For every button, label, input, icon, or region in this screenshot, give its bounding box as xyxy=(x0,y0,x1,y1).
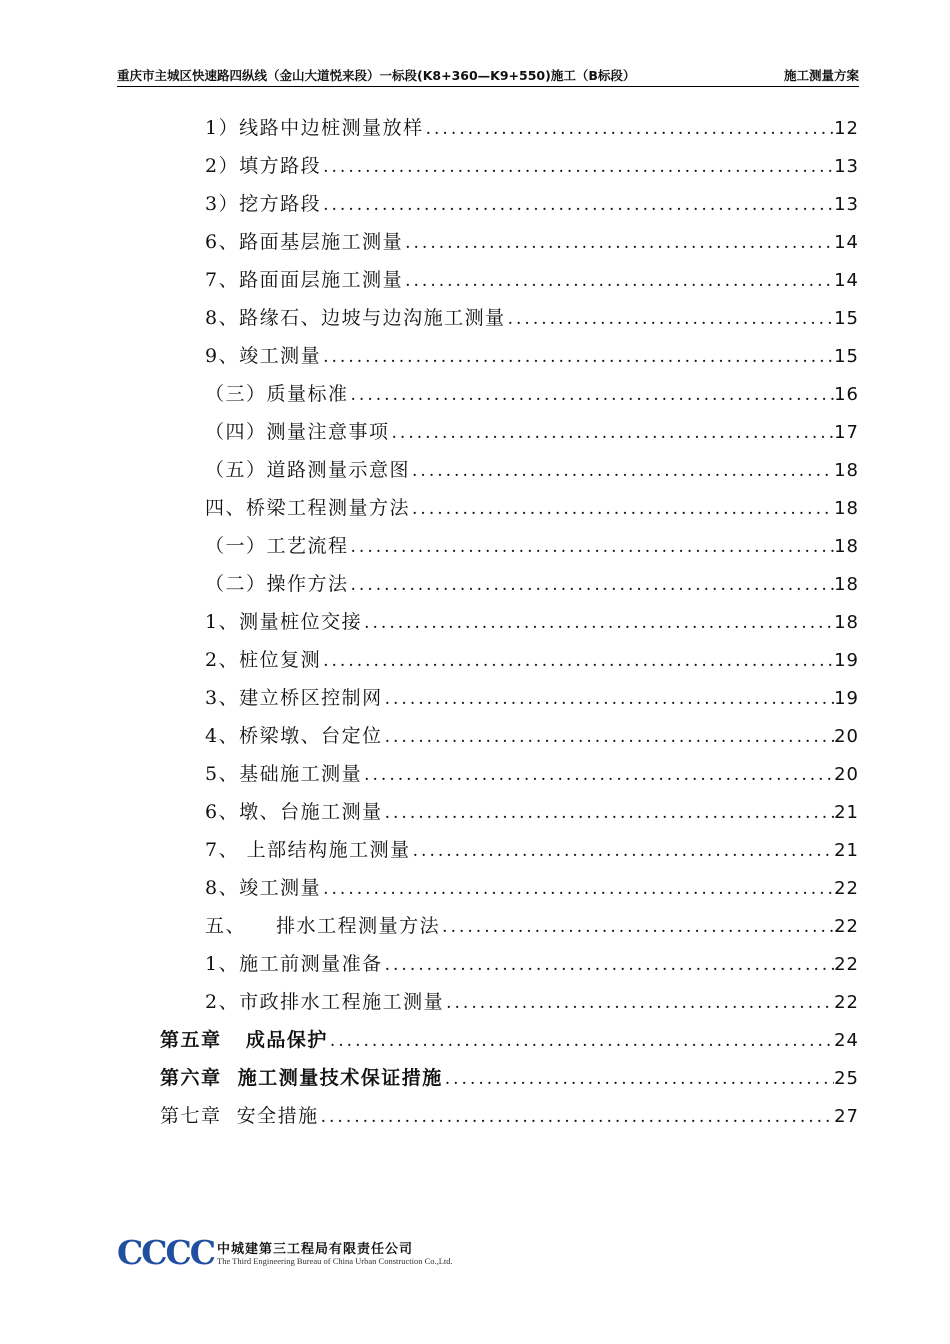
toc-leader-dots xyxy=(321,190,834,220)
toc-entry-label: 五、 排水工程测量方法 xyxy=(205,915,441,937)
toc-entry-page: 22 xyxy=(834,992,859,1013)
toc-entry[interactable] xyxy=(205,683,859,713)
toc-entry[interactable] xyxy=(205,151,859,181)
toc-entry-label: 1）线路中边桩测量放样 xyxy=(205,117,424,139)
toc-entry-page: 24 xyxy=(834,1030,859,1051)
toc-entry-page: 25 xyxy=(834,1068,859,1089)
toc-entry[interactable] xyxy=(205,759,859,789)
toc-entry-label: 7、 上部结构施工测量 xyxy=(205,839,411,861)
toc-entry-label: 四、桥梁工程测量方法 xyxy=(205,497,411,519)
toc-leader-dots xyxy=(362,608,834,638)
toc-entry-label: （二）操作方法 xyxy=(205,573,349,595)
toc-leader-dots xyxy=(403,228,834,258)
toc-entry-page: 21 xyxy=(834,802,859,823)
toc-entry-page: 22 xyxy=(834,916,859,937)
toc-entry-label: 3）挖方路段 xyxy=(205,193,322,215)
toc-entry[interactable] xyxy=(205,227,859,257)
toc-entry-label: （四）测量注意事项 xyxy=(205,421,390,443)
toc-leader-dots xyxy=(444,988,834,1018)
toc-leader-dots xyxy=(321,342,834,372)
toc-entry-page: 18 xyxy=(834,612,859,633)
toc-entry-page: 19 xyxy=(834,688,859,709)
toc-entry-page: 18 xyxy=(834,498,859,519)
toc-entry-label: 2、市政排水工程施工测量 xyxy=(205,991,445,1013)
toc-leader-dots xyxy=(383,798,835,828)
company-name-en: The Third Engineering Bureau of China Urban Construction Co.,Ltd. xyxy=(217,1256,453,1266)
toc-entry-label: 2、桩位复测 xyxy=(205,649,322,671)
toc-entry-label: 1、测量桩位交接 xyxy=(205,611,363,633)
toc-entry[interactable] xyxy=(205,949,859,979)
company-name-cn: 中城建第三工程局有限责任公司 xyxy=(217,1242,414,1257)
toc-entry-label: 8、竣工测量 xyxy=(205,877,322,899)
toc-entry[interactable] xyxy=(205,493,859,523)
cccc-logo-mark: CCCC xyxy=(117,1233,215,1272)
toc-entry[interactable] xyxy=(205,987,859,1017)
toc-entry[interactable] xyxy=(205,303,859,333)
toc-entry-page: 27 xyxy=(834,1106,859,1127)
toc-entry-page: 22 xyxy=(834,878,859,899)
toc-leader-dots xyxy=(383,722,835,752)
toc-leader-dots xyxy=(328,1026,834,1056)
toc-entry-page: 18 xyxy=(834,574,859,595)
toc-entry-page: 15 xyxy=(834,308,859,329)
toc-entry-label: 8、路缘石、边坡与边沟施工测量 xyxy=(205,307,506,329)
toc-entry[interactable] xyxy=(205,911,859,941)
toc-entry-label: 7、路面面层施工测量 xyxy=(205,269,404,291)
toc-entry-label: （三）质量标准 xyxy=(205,383,349,405)
toc-entry-label: 5、基础施工测量 xyxy=(205,763,363,785)
toc-leader-dots xyxy=(349,570,835,600)
toc-entry[interactable] xyxy=(205,189,859,219)
toc-leader-dots xyxy=(321,646,834,676)
toc-entry[interactable] xyxy=(205,531,859,561)
toc-entry-page: 20 xyxy=(834,764,859,785)
toc-entry[interactable] xyxy=(205,265,859,295)
toc-entry-page: 13 xyxy=(834,194,859,215)
toc-leader-dots xyxy=(410,456,834,486)
toc-leader-dots xyxy=(383,950,835,980)
toc-entry[interactable] xyxy=(205,835,859,865)
toc-entry[interactable] xyxy=(205,645,859,675)
toc-entry-page: 16 xyxy=(834,384,859,405)
toc-entry-label: 第五章 成品保护 xyxy=(160,1029,328,1051)
toc-entry-label: 6、路面基层施工测量 xyxy=(205,231,404,253)
toc-entry-label: 1、施工前测量准备 xyxy=(205,953,383,975)
toc-entry-page: 14 xyxy=(834,232,859,253)
toc-leader-dots xyxy=(349,532,835,562)
toc-entry-page: 22 xyxy=(834,954,859,975)
toc-leader-dots xyxy=(383,684,835,714)
toc-leader-dots xyxy=(443,1064,834,1094)
toc-entry-page: 20 xyxy=(834,726,859,747)
toc-leader-dots xyxy=(424,114,835,144)
header-project-title: 重庆市主城区快速路四纵线（金山大道悦来段）一标段(K8+360—K9+550)施工（B标段） xyxy=(117,68,636,83)
toc-entry-label: 2）填方路段 xyxy=(205,155,322,177)
toc-chapter-entry[interactable] xyxy=(160,1101,859,1131)
toc-entry-page: 18 xyxy=(834,460,859,481)
toc-entry-label: 第七章 安全措施 xyxy=(160,1105,319,1127)
toc-entry-label: 3、建立桥区控制网 xyxy=(205,687,383,709)
toc-entry-label: 第六章 施工测量技术保证措施 xyxy=(160,1067,443,1089)
toc-leader-dots xyxy=(362,760,834,790)
toc-entry-label: 6、墩、台施工测量 xyxy=(205,801,383,823)
toc-leader-dots xyxy=(410,494,834,524)
toc-entry-page: 18 xyxy=(834,536,859,557)
toc-leader-dots xyxy=(321,874,834,904)
toc-leader-dots xyxy=(319,1102,835,1132)
toc-entry-label: （五）道路测量示意图 xyxy=(205,459,411,481)
toc-entry[interactable] xyxy=(205,417,859,447)
toc-entry-page: 13 xyxy=(834,156,859,177)
toc-entry[interactable] xyxy=(205,797,859,827)
toc-leader-dots xyxy=(403,266,834,296)
toc-entry-label: 4、桥梁墩、台定位 xyxy=(205,725,383,747)
toc-entry[interactable] xyxy=(205,379,859,409)
toc-chapter-entry[interactable] xyxy=(160,1025,859,1055)
toc-entry-page: 14 xyxy=(834,270,859,291)
toc-entry[interactable] xyxy=(205,721,859,751)
toc-entry-label: 9、竣工测量 xyxy=(205,345,322,367)
header-document-title: 施工测量方案 xyxy=(783,68,859,83)
toc-entry[interactable] xyxy=(205,873,859,903)
toc-leader-dots xyxy=(349,380,835,410)
toc-entry-page: 17 xyxy=(834,422,859,443)
toc-entry[interactable] xyxy=(205,569,859,599)
toc-entry[interactable] xyxy=(205,113,859,143)
toc-entry-label: （一）工艺流程 xyxy=(205,535,349,557)
toc-leader-dots xyxy=(321,152,834,182)
toc-entry-page: 19 xyxy=(834,650,859,671)
toc-leader-dots xyxy=(411,836,834,866)
toc-entry[interactable] xyxy=(205,607,859,637)
toc-entry-page: 12 xyxy=(834,118,859,139)
toc-entry[interactable] xyxy=(205,341,859,371)
toc-chapter-entry[interactable] xyxy=(160,1063,859,1093)
toc-entry[interactable] xyxy=(205,455,859,485)
toc-entry-page: 15 xyxy=(834,346,859,367)
toc-entry-page: 21 xyxy=(834,840,859,861)
page-header xyxy=(117,66,859,87)
toc-leader-dots xyxy=(506,304,835,334)
toc-leader-dots xyxy=(390,418,835,448)
toc-leader-dots xyxy=(440,912,834,942)
